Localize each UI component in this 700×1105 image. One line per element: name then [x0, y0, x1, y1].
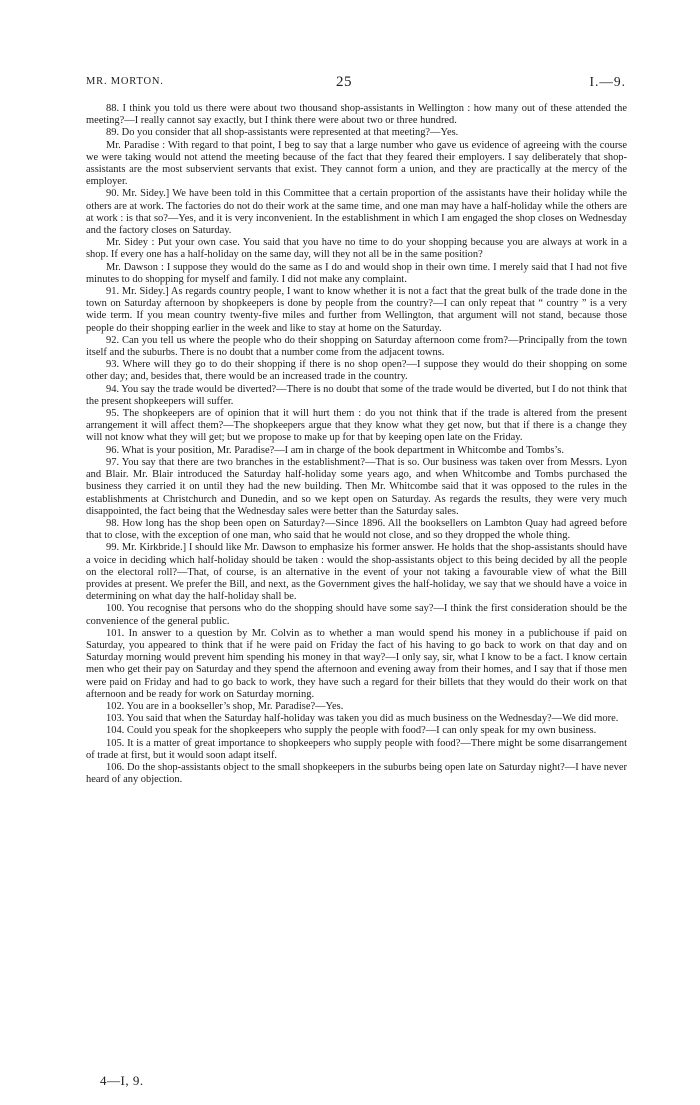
paragraph: 99. Mr. Kirkbride.] I should like Mr. Dawson to emphasize his former answer. He holds that the shop-assistants should have a voice in deciding which half-holiday should be taken : would the shop-assistants object to this being decided by all the people on the electoral roll?—That, of course, is an alternative in the event of your not taking a favourable view of what the Bill provides at present. We prefer the Bill, and next, as the Government gives the half-holiday, we say that we should have a voice in determining on what day the half-holiday shall be. [86, 542, 627, 603]
header-witness-name: MR. MORTON. [86, 76, 164, 87]
page-number: 25 [336, 74, 352, 90]
paragraph: 102. You are in a bookseller’s shop, Mr. Paradise?—Yes. [106, 700, 344, 712]
paragraph: 96. What is your position, Mr. Paradise?—I am in charge of the book department in Whitcombe and Tombs’s. [106, 444, 564, 456]
paragraph: 91. Mr. Sidey.] As regards country people, I want to know whether it is not a fact that the great bulk of the trade done in the town on Saturday afternoon by shopkeepers is done by people from the country?—I can only repeat that “ country ” is a very wide term. If you mean country twenty-five miles and further from Wellington, that argument will not stand, because those people do their shopping earlier in the week and like to stay at home on the Saturday. [86, 286, 627, 334]
paragraph: 94. You say the trade would be diverted?—There is no doubt that some of the trade would be diverted, but I do not think that the present shopkeepers will suffer. [86, 383, 627, 407]
page-body [86, 103, 627, 786]
page-header [86, 74, 626, 92]
paragraph: 90. Mr. Sidey.] We have been told in this Committee that a certain proportion of the assistants have their holiday while the others are at work. The factories do not do their work at the same time, and one man may have a half-holiday while the others are at work : is that so?—Yes, and it is very inconvenient. In the establishment in which I am engaged the shop closes on Wednesday and the factory closes on Saturday. [86, 188, 627, 237]
paragraph: 104. Could you speak for the shopkeepers who supply the people with food?—I can only speak for my own business. [106, 725, 597, 737]
signature-mark: 4—I, 9. [100, 1073, 144, 1088]
paragraph: 95. The shopkeepers are of opinion that it will hurt them : do you not think that if the trade is altered from the present arrangement it will affect them?—The shopkeepers argue that they know what they get now, but that if there is a change they will not know what they will get; but we propose to make up for that by keeping open late on the Friday. [86, 408, 627, 444]
header-paper-ref: I.—9. [589, 74, 626, 89]
paragraph: 100. You recognise that persons who do the shopping should have some say?—I think the first consideration should be the convenience of the general public. [86, 603, 627, 627]
paragraph: 98. How long has the shop been open on Saturday?—Since 1896. All the booksellers on Lambton Quay had agreed before that to close, with the exception of one man, who said that he would not close, and so they dropped the whole thing. [86, 517, 627, 542]
paragraph: Mr. Sidey : Put your own case. You said that you have no time to do your shopping because you are always at work in a shop. If every one has a half-holiday on the same day, will they not all be in the same position? [86, 237, 627, 261]
paragraph: 105. It is a matter of great importance to shopkeepers who supply people with food?—There might be some disarrangement of trade at first, but it would soon adapt itself. [86, 737, 627, 761]
paragraph: 97. You say that there are two branches in the establishment?—That is so. Our business was taken over from Messrs. Lyon and Blair. Mr. Blair introduced the Saturday half-holiday some years ago, and when Whitcombe and Tombs purchased the business they carried it on until they had the new building. Then Mr. Whitcombe said that it was opposed to the rules in the establishments at Christchurch and Dunedin, and so we kept open on Saturday. As regards the results, they were very much disappointed, the fact being that the Wednesday sales were better than the Saturday sales. [86, 456, 627, 517]
paragraph: Mr. Paradise : With regard to that point, I beg to say that a large number who gave us evidence of agreeing with the course we were taking would not attend the meeting because of the fact that they feared their employers. I say deliberately that shop-assistants are the most subservient servants that exist. They cannot form a union, and they are practically at the mercy of the employer. [86, 139, 627, 188]
paragraph: Mr. Dawson : I suppose they would do the same as I do and would shop in their own time. I merely said that I had not five minutes to do shopping for myself and family. I did not make any complaint. [86, 261, 627, 285]
paragraph: 106. Do the shop-assistants object to the small shopkeepers in the suburbs being open late on Saturday night?—I have never heard of any objection. [86, 761, 627, 786]
paragraph: 89. Do you consider that all shop-assistants were represented at that meeting?—Yes. [106, 127, 459, 139]
paragraph: 92. Can you tell us where the people who do their shopping on Saturday afternoon come from?—Principally from the town itself and the suburbs. There is no doubt that a number come from the adjacent towns. [86, 334, 627, 359]
paragraph: 101. In answer to a question by Mr. Colvin as to whether a man would spend his money in a publichouse if paid on Saturday, you appeared to think that if he were paid on Friday the fact of his having to go back to work on that day and on Saturday morning would prevent him spending his money in that way?—I only say, sir, what I know to be a fact. I know certain men who get their pay on Saturday and they spend the afternoon and evening away from their homes, and I say that if those men were paid on Friday and had to go back to work, they have such a regard for their billets that they would do their work on that afternoon and be ready for work on Saturday morning. [86, 627, 627, 700]
paragraph: 88. I think you told us there were about two thousand shop-assistants in Wellington : how many out of these attended the meeting?—I really cannot say exactly, but I think there were about two or three hundred. [86, 103, 627, 127]
paragraph: 93. Where will they go to do their shopping if there is no shop open?—I suppose they would do their shopping on some other day; and, besides that, there would be an increased trade in the country. [86, 359, 627, 383]
paragraph: 103. You said that when the Saturday half-holiday was taken you did as much business on the Wednesday?—We did more. [106, 713, 619, 725]
